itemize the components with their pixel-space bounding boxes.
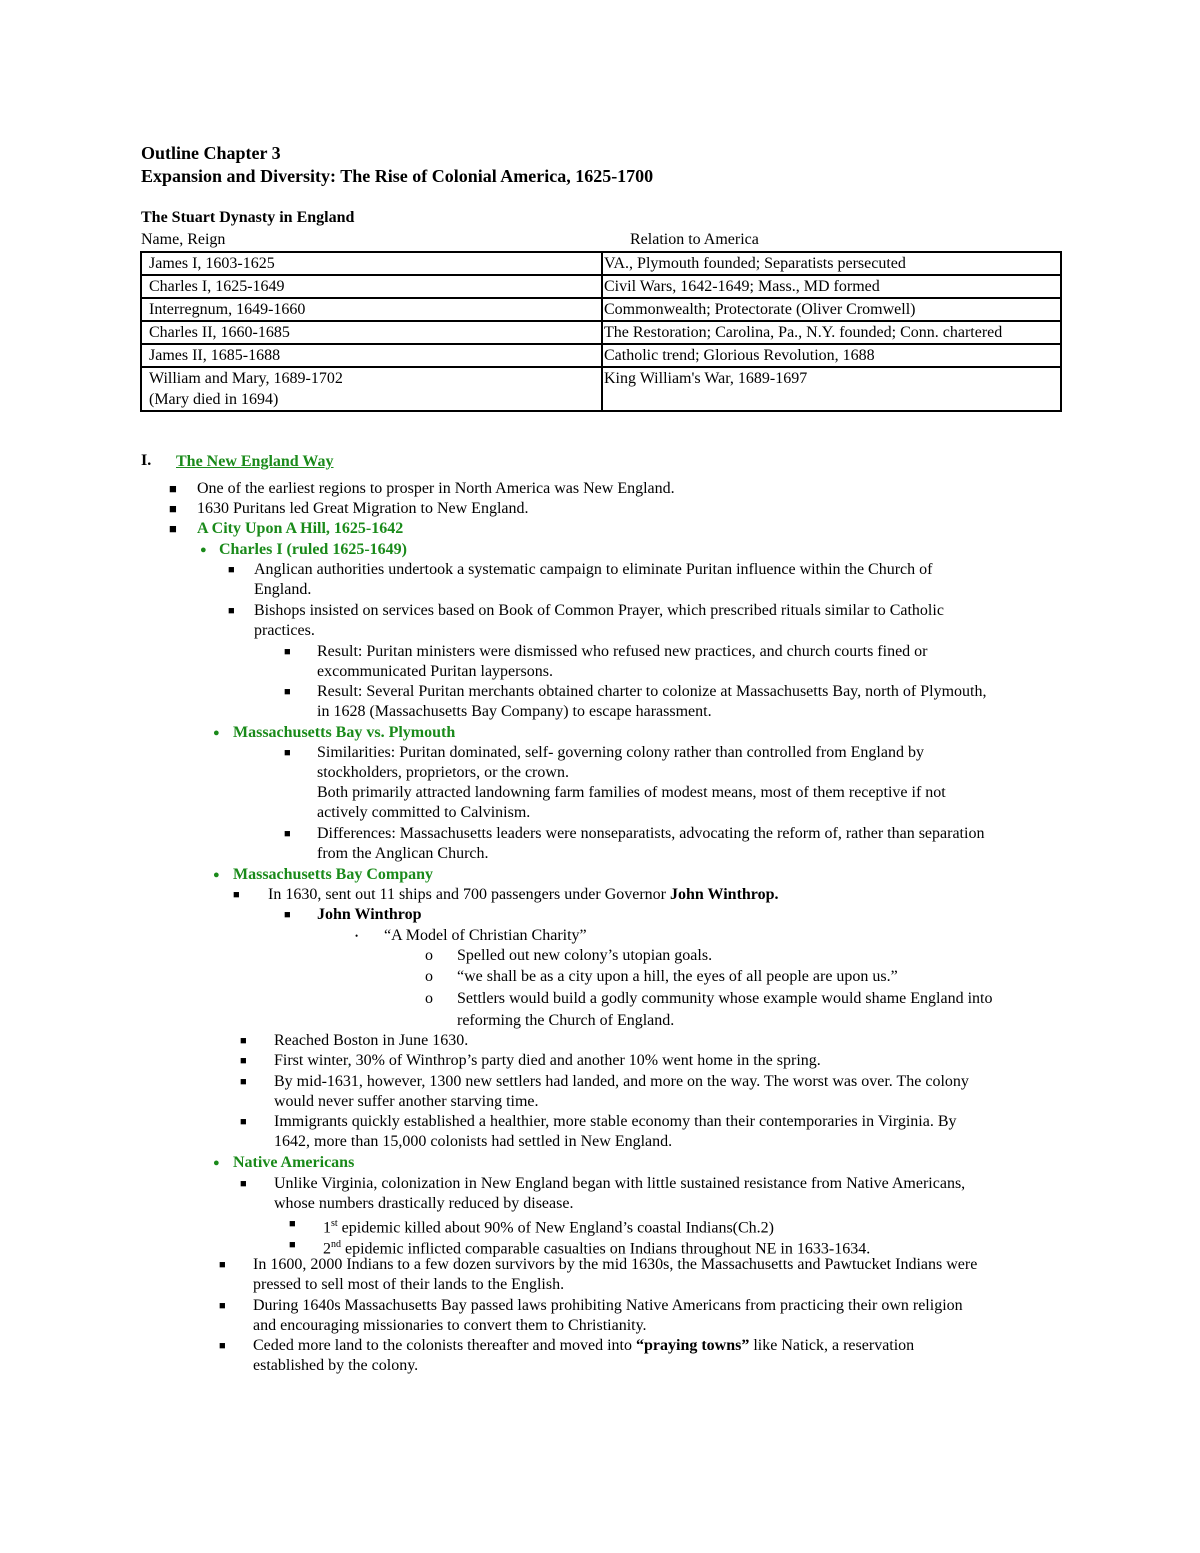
bullet-square-icon: ■: [240, 1055, 247, 1067]
outline-item-cont: England.: [254, 581, 312, 598]
bullet-square-icon: ■: [284, 909, 291, 921]
outline-item: Reached Boston in June 1630.: [274, 1032, 469, 1049]
bullet-square-icon: ■: [284, 828, 291, 840]
table-cell: James II, 1685-1688: [141, 344, 602, 367]
bullet-square-icon: ■: [219, 1259, 226, 1271]
table-cell: VA., Plymouth founded; Separatists persecuted: [602, 252, 1061, 275]
bullet-square-icon: ■: [169, 481, 177, 496]
outline-item: Differences: Massachusetts leaders were nonseparatists, advocating the reform of, rather than separation: [317, 825, 985, 842]
document-title: Outline Chapter 3: [141, 143, 281, 163]
outline-item: Anglican authorities undertook a systematic campaign to eliminate Puritan influence within the Church of: [254, 561, 933, 578]
outline-item: By mid-1631, however, 1300 new settlers had landed, and more on the way. The worst was over. The colony: [274, 1073, 969, 1090]
table-cell: The Restoration; Carolina, Pa., N.Y. founded; Conn. chartered: [602, 321, 1061, 344]
outline-item: Result: Puritan ministers were dismissed who refused new practices, and church courts fined or: [317, 643, 928, 660]
outline-bold-text: John Winthrop: [670, 886, 775, 903]
section-heading: The Stuart Dynasty in England: [141, 209, 355, 226]
outline-item: In 1600, 2000 Indians to a few dozen survivors by the mid 1630s, the Massachusetts and Pawtucket Indians were: [253, 1256, 978, 1273]
outline-item-cont: practices.: [254, 622, 315, 639]
table-cell: Catholic trend; Glorious Revolution, 1688: [602, 344, 1061, 367]
bullet-square-icon: ■: [219, 1300, 226, 1312]
bullet-square-icon: ■: [219, 1340, 226, 1352]
outline-item-cont: excommunicated Puritan laypersons.: [317, 663, 553, 680]
outline-item: Bishops insisted on services based on Book of Common Prayer, which prescribed rituals similar to Catholic: [254, 602, 944, 619]
outline-subheading: Native Americans: [233, 1154, 355, 1171]
outline-item: First winter, 30% of Winthrop’s party died and another 10% went home in the spring.: [274, 1052, 821, 1069]
outline-item: During 1640s Massachusetts Bay passed laws prohibiting Native Americans from practicing their own religion: [253, 1297, 963, 1314]
bullet-square-icon: ■: [228, 605, 235, 617]
outline-item: Unlike Virginia, colonization in New England began with little sustained resistance from Native Americans,: [274, 1175, 966, 1192]
outline-item: Immigrants quickly established a healthier, more stable economy than their contemporaries in Virginia. By: [274, 1113, 957, 1130]
table-cell: King William's War, 1689-1697: [602, 367, 1061, 411]
outline-item: One of the earliest regions to prosper in North America was New England.: [197, 480, 675, 497]
outline-bold-text: .: [774, 886, 779, 903]
outline-item: 1630 Puritans led Great Migration to New England.: [197, 500, 529, 517]
ordinal-number: 1: [323, 1219, 331, 1237]
bullet-square-icon: ■: [284, 646, 291, 658]
outline-text: epidemic inflicted comparable casualties on Indians throughout NE in 1633-1634.: [341, 1240, 871, 1258]
outline-item: Settlers would build a godly community whose example would shame England into: [457, 990, 993, 1007]
bullet-square-icon: ■: [284, 686, 291, 698]
bullet-square-icon: ■: [240, 1076, 247, 1088]
outline-subheading: Charles I (ruled 1625-1649): [219, 541, 407, 558]
table-cell: James I, 1603-1625: [141, 252, 602, 275]
bullet-square-icon: ■: [233, 889, 240, 901]
table-row: [141, 367, 1061, 411]
table-cell: Commonwealth; Protectorate (Oliver Cromwell): [602, 298, 1061, 321]
table-cell-line: William and Mary, 1689-1702: [149, 370, 343, 387]
bullet-square-icon: ■: [289, 1239, 296, 1251]
outline-item: Result: Several Puritan merchants obtained charter to colonize at Massachusetts Bay, north of Plymouth,: [317, 683, 987, 700]
roman-numeral: I.: [141, 452, 152, 469]
table-row: [141, 275, 1061, 298]
outline-text: epidemic killed about 90% of New England’s coastal Indians(Ch.2): [337, 1219, 775, 1237]
bullet-square-icon: ■: [228, 564, 235, 576]
bullet-dot-icon: ●: [213, 1157, 220, 1169]
table-cell: Civil Wars, 1642-1649; Mass., MD formed: [602, 275, 1061, 298]
outline-item: “A Model of Christian Charity”: [384, 927, 587, 944]
ordinal-suffix: nd: [331, 1239, 341, 1250]
table-cell: Charles II, 1660-1685: [141, 321, 602, 344]
column-header-relation: Relation to America: [630, 231, 759, 248]
bullet-square-icon: ■: [169, 521, 177, 536]
table-row: [141, 344, 1061, 367]
ordinal-number: 2: [323, 1240, 331, 1258]
bullet-square-icon: ■: [240, 1035, 247, 1047]
outline-item: [253, 1336, 914, 1356]
outline-subheading: A City Upon A Hill, 1625-1642: [197, 520, 404, 537]
outline-item: “we shall be as a city upon a hill, the eyes of all people are upon us.”: [457, 968, 898, 985]
outline-item-cont: actively committed to Calvinism.: [317, 804, 531, 821]
table-row: [141, 298, 1061, 321]
bullet-dot-icon: ●: [213, 727, 220, 739]
ordinal-suffix: st: [331, 1218, 338, 1229]
outline-text: Ceded more land to the colonists thereafter and moved into: [253, 1337, 636, 1354]
bullet-dot-icon: ●: [200, 544, 207, 556]
bullet-square-icon: ■: [289, 1218, 296, 1230]
outline-subheading: Massachusetts Bay vs. Plymouth: [233, 724, 456, 741]
outline-item-cont: and encouraging missionaries to convert them to Christianity.: [253, 1317, 647, 1334]
bullet-dot-icon: •: [355, 931, 359, 941]
bullet-circle-icon: o: [425, 968, 433, 985]
outline-item-cont: whose numbers drastically reduced by disease.: [274, 1195, 574, 1212]
outline-item: Similarities: Puritan dominated, self- governing colony rather than controlled from England by: [317, 744, 924, 761]
table-cell-line: (Mary died in 1694): [149, 391, 279, 408]
outline-text: In 1630, sent out 11 ships and 700 passengers under Governor: [268, 886, 671, 903]
bullet-circle-icon: o: [425, 947, 433, 964]
document-subtitle: Expansion and Diversity: The Rise of Colonial America, 1625-1700: [141, 166, 654, 186]
table-cell: Charles I, 1625-1649: [141, 275, 602, 298]
bullet-square-icon: ■: [240, 1178, 247, 1190]
outline-bold-text: “praying towns”: [636, 1337, 750, 1354]
table-cell: Interregnum, 1649-1660: [141, 298, 602, 321]
outline-heading: The New England Way: [176, 453, 334, 470]
outline-item-cont: from the Anglican Church.: [317, 845, 489, 862]
bullet-circle-icon: o: [425, 990, 433, 1007]
outline-item-cont: pressed to sell most of their lands to the English.: [253, 1276, 565, 1293]
outline-item-cont: in 1628 (Massachusetts Bay Company) to escape harassment.: [317, 703, 712, 720]
outline-item-cont: would never suffer another starving time.: [274, 1093, 539, 1110]
outline-item-cont: reforming the Church of England.: [457, 1012, 675, 1029]
table-cell: [141, 367, 602, 411]
bullet-square-icon: ■: [169, 501, 177, 516]
bullet-square-icon: ■: [284, 747, 291, 759]
outline-item-cont: Both primarily attracted landowning farm families of modest means, most of them receptive if not: [317, 784, 946, 801]
table-row: [141, 321, 1061, 344]
outline-item-cont: established by the colony.: [253, 1357, 419, 1374]
outline-item: John Winthrop: [317, 906, 422, 923]
bullet-dot-icon: ●: [213, 869, 220, 881]
outline-item: Spelled out new colony’s utopian goals.: [457, 947, 713, 964]
table-row: [141, 252, 1061, 275]
stuart-dynasty-table: [140, 251, 1062, 412]
bullet-square-icon: ■: [240, 1116, 247, 1128]
outline-item-cont: stockholders, proprietors, or the crown.: [317, 764, 569, 781]
column-header-name: Name, Reign: [141, 231, 226, 248]
outline-text: like Natick, a reservation: [749, 1337, 915, 1354]
outline-item-cont: 1642, more than 15,000 colonists had settled in New England.: [274, 1133, 673, 1150]
outline-item: [268, 885, 779, 905]
outline-subheading: Massachusetts Bay Company: [233, 866, 434, 883]
